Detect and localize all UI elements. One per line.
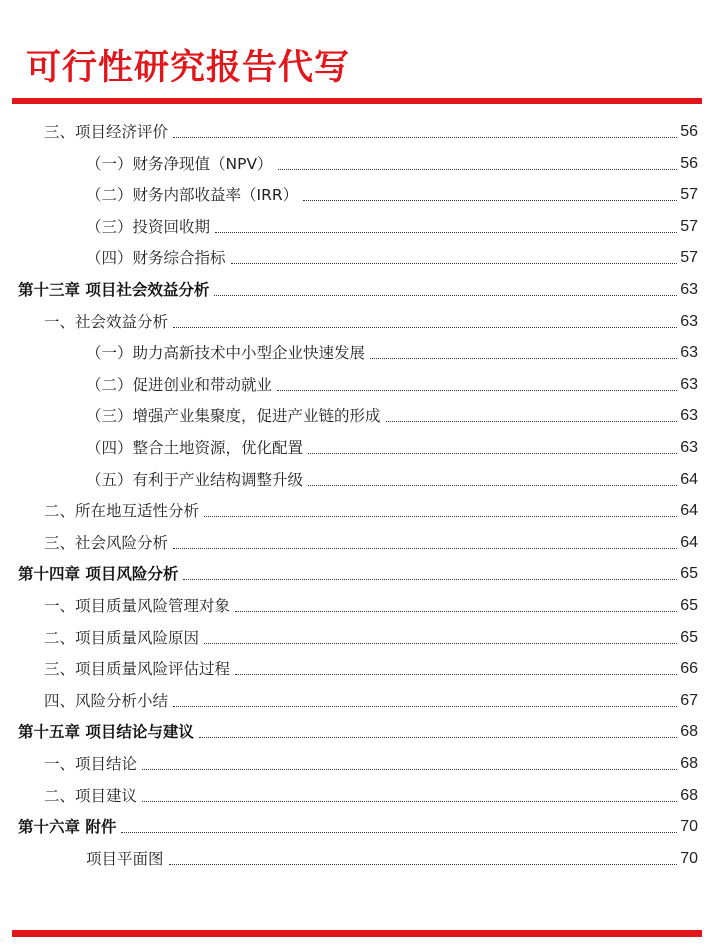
- toc-entry-page: 67: [680, 691, 698, 709]
- toc-entry-label: （四）财务综合指标: [86, 249, 226, 268]
- toc-entry[interactable]: [18, 813, 698, 837]
- toc-entry-label: 四、风险分析小结: [44, 691, 169, 710]
- toc-entry-page: 57: [680, 249, 698, 267]
- toc-entry-page: 56: [680, 154, 698, 172]
- toc-entry-label: 第十五章 项目结论与建议: [18, 723, 194, 742]
- page-title: 可行性研究报告代写: [26, 48, 351, 88]
- dot-leader: [173, 706, 677, 707]
- toc-entry-page: 64: [680, 502, 698, 520]
- toc-entry-page: 65: [680, 628, 698, 646]
- toc-entry[interactable]: [86, 181, 698, 205]
- toc-entry-page: 63: [680, 281, 698, 298]
- toc-entry-label: （三）增强产业集聚度，促进产业链的形成: [86, 407, 381, 426]
- toc-entry[interactable]: [86, 213, 698, 237]
- toc-entry-label: 一、社会效益分析: [44, 312, 169, 331]
- toc-entry[interactable]: [44, 687, 698, 711]
- toc-entry[interactable]: [86, 371, 698, 395]
- toc-entry[interactable]: [44, 497, 698, 521]
- toc-entry[interactable]: [86, 466, 698, 490]
- toc-entry[interactable]: [86, 339, 698, 363]
- toc-entry-page: 63: [680, 439, 698, 456]
- dot-leader: [142, 801, 677, 802]
- toc-entry-label: 三、项目质量风险评估过程: [44, 660, 231, 679]
- dot-leader: [214, 295, 677, 296]
- toc-entry[interactable]: [44, 624, 698, 648]
- toc-entry-page: 63: [680, 375, 698, 393]
- dot-leader: [303, 200, 677, 201]
- dot-leader: [235, 611, 677, 612]
- toc-entry-label: 三、项目经济评价: [44, 123, 169, 141]
- toc-entry[interactable]: [44, 655, 698, 679]
- dot-leader: [173, 548, 677, 549]
- toc-entry[interactable]: [18, 276, 698, 300]
- dot-leader: [235, 674, 677, 675]
- toc-entry-page: 64: [680, 470, 698, 488]
- toc-entry-label: 一、项目质量风险管理对象: [44, 597, 231, 615]
- toc-entry[interactable]: [18, 560, 698, 584]
- toc-entry-label: 二、所在地互适性分析: [44, 502, 200, 521]
- toc-entry-page: 63: [680, 312, 698, 330]
- toc-entry[interactable]: [44, 308, 698, 332]
- dot-leader: [386, 421, 678, 422]
- toc-entry-page: 68: [680, 755, 698, 772]
- toc-entry-label: 项目平面图: [86, 849, 164, 868]
- toc-entry-label: （二）财务内部收益率（IRR）: [86, 186, 299, 205]
- toc-entry-page: 64: [680, 533, 698, 551]
- toc-entry-label: 第十三章 项目社会效益分析: [18, 281, 210, 299]
- toc-entry-page: 65: [680, 597, 698, 614]
- toc-entry-page: 57: [680, 186, 698, 204]
- toc-entry-label: （五）有利于产业结构调整升级: [86, 470, 304, 489]
- toc-entry[interactable]: [44, 592, 698, 616]
- toc-entry-page: 56: [680, 123, 698, 140]
- toc-entry[interactable]: [44, 782, 698, 806]
- toc-entry-page: 66: [680, 660, 698, 678]
- dot-leader: [204, 516, 677, 517]
- dot-leader: [183, 579, 677, 580]
- toc-entry-page: 70: [680, 818, 698, 836]
- toc-entry[interactable]: [86, 244, 698, 268]
- toc-entry-label: （四）整合土地资源，优化配置: [86, 439, 304, 457]
- toc-entry-label: （二）促进创业和带动就业: [86, 375, 273, 394]
- dot-leader: [370, 358, 677, 359]
- dot-leader: [308, 453, 677, 454]
- toc-entry[interactable]: [44, 529, 698, 553]
- toc-entry-label: （三）投资回收期: [86, 217, 211, 236]
- dot-leader: [278, 169, 678, 170]
- toc-entry-label: （一）财务净现值（NPV）: [86, 154, 273, 173]
- dot-leader: [173, 327, 677, 328]
- toc-entry[interactable]: [44, 118, 698, 142]
- dot-leader: [277, 390, 677, 391]
- toc-entry-label: 第十四章 项目风险分析: [18, 565, 179, 584]
- toc-entry-label: 三、社会风险分析: [44, 533, 169, 552]
- dot-leader: [173, 137, 677, 138]
- toc-entry-page: 63: [680, 407, 698, 425]
- dot-leader: [121, 832, 677, 833]
- toc-entry[interactable]: [18, 718, 698, 742]
- toc-entry[interactable]: [44, 750, 698, 774]
- toc-entry[interactable]: [86, 402, 698, 426]
- toc-entry-page: 70: [680, 849, 698, 867]
- toc-entry-page: 68: [680, 786, 698, 804]
- toc-entry-label: （一）助力高新技术中小型企业快速发展: [86, 344, 366, 363]
- dot-leader: [142, 769, 677, 770]
- toc-entry[interactable]: [86, 845, 698, 869]
- bottom-divider: [12, 930, 702, 937]
- toc-entry-page: 68: [680, 723, 698, 741]
- dot-leader: [204, 643, 677, 644]
- toc-entry-page: 65: [680, 565, 698, 583]
- dot-leader: [215, 232, 677, 233]
- dot-leader: [231, 263, 678, 264]
- dot-leader: [308, 485, 677, 486]
- toc-entry-label: 二、项目质量风险原因: [44, 628, 200, 647]
- dot-leader: [169, 864, 678, 865]
- toc-entry-page: 63: [680, 344, 698, 362]
- toc-entry-label: 一、项目结论: [44, 755, 138, 773]
- top-divider: [12, 98, 702, 104]
- toc-entry-page: 57: [680, 217, 698, 235]
- dot-leader: [199, 737, 677, 738]
- toc-entry-label: 第十六章 附件: [18, 818, 117, 837]
- toc-entry[interactable]: [86, 434, 698, 458]
- toc-entry[interactable]: [86, 150, 698, 174]
- toc-entry-label: 二、项目建议: [44, 786, 138, 805]
